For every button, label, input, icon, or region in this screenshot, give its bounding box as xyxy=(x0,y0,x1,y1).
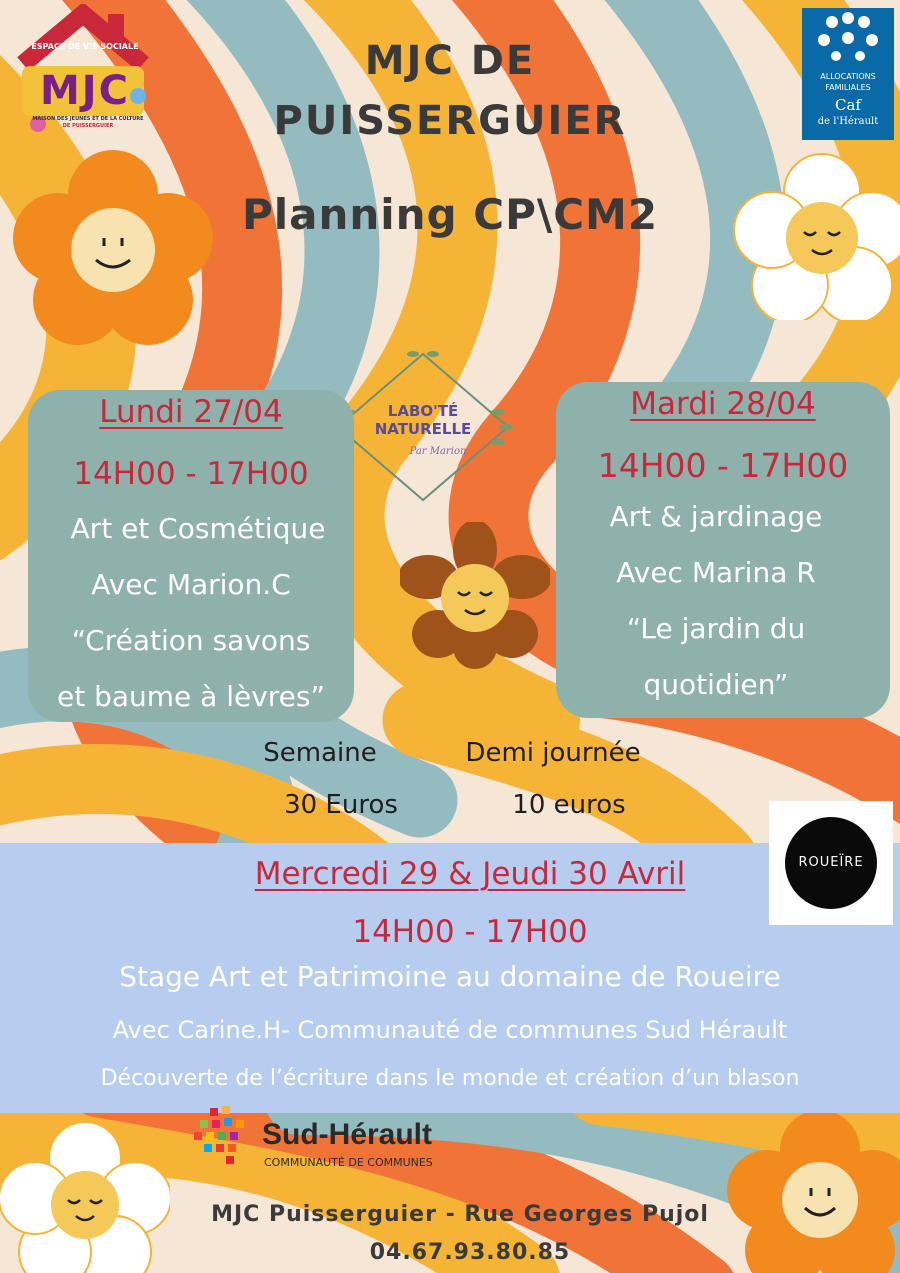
roueire-logo xyxy=(769,801,893,925)
mjc-letters: MJC xyxy=(39,68,131,114)
price-half-value: 10 euros xyxy=(512,790,626,820)
price-week-value: 30 Euros xyxy=(284,790,398,820)
flower-white-top-right-icon xyxy=(732,150,900,320)
tuesday-date: Mardi 28/04 xyxy=(630,386,816,422)
flower-orange-top-left-icon xyxy=(8,150,218,350)
labote-script: Par Marion xyxy=(409,446,467,457)
footer-phone: 04.67.93.80.85 xyxy=(369,1240,571,1265)
wednesday-line-1: Stage Art et Patrimoine au domaine de Roueire xyxy=(119,960,781,993)
caf-line2: FAMILIALES xyxy=(825,83,871,92)
monday-quote-1: “Création savons xyxy=(71,624,311,657)
tuesday-quote-1: “Le jardin du xyxy=(626,612,806,645)
labote-line1: LABO'TÉ xyxy=(387,402,459,420)
wednesday-hours: 14H00 - 17H00 xyxy=(352,914,588,950)
monday-with: Avec Marion.C xyxy=(91,568,291,601)
sud-herault-logo xyxy=(190,1104,490,1174)
caf-line3: Caf xyxy=(835,96,861,114)
title-line-1: MJC DE xyxy=(364,38,536,84)
flower-white-bottom-left-icon xyxy=(0,1120,170,1273)
tuesday-activity: Art & jardinage xyxy=(609,500,823,533)
mjc-arc-text: ESPACE DE VIE SOCIALE xyxy=(31,42,139,51)
caf-line1: ALLOCATIONS xyxy=(820,72,876,81)
caf-logo xyxy=(802,8,894,140)
monday-quote-2: et baume à lèvres” xyxy=(56,680,326,713)
subtitle: Planning CP\CM2 xyxy=(241,190,659,239)
roueire-text: ROUEÏRE xyxy=(798,855,864,870)
flower-brown-center-icon xyxy=(400,522,550,672)
monday-hours: 14H00 - 17H00 xyxy=(73,456,309,492)
caf-line4: de l'Hérault xyxy=(817,116,879,127)
sud-herault-sub: COMMUNAUTÉ DE COMMUNES xyxy=(264,1156,433,1169)
price-week-label: Semaine xyxy=(263,738,377,768)
mjc-logo xyxy=(8,4,158,154)
wednesday-line-2: Avec Carine.H- Communauté de communes Sud Hérault xyxy=(112,1016,788,1044)
footer-address: MJC Puisserguier - Rue Georges Pujol xyxy=(211,1202,709,1227)
labote-line2: NATURELLE xyxy=(374,420,472,438)
mjc-caption: MAISON DES JEUNES ET DE LA CULTURE xyxy=(32,116,144,122)
wednesday-date: Mercredi 29 & Jeudi 30 Avril xyxy=(254,856,686,892)
tuesday-hours: 14H00 - 17H00 xyxy=(597,446,849,485)
monday-date: Lundi 27/04 xyxy=(99,394,283,430)
tuesday-with: Avec Marina R xyxy=(616,556,816,589)
title-line-2: PUISSERGUIER xyxy=(273,98,627,144)
flower-orange-bottom-right-icon xyxy=(725,1110,900,1273)
tuesday-quote-2: quotidien” xyxy=(643,668,789,701)
monday-activity: Art et Cosmétique xyxy=(70,512,326,545)
price-half-label: Demi journée xyxy=(465,738,641,768)
sud-herault-name: Sud-Hérault xyxy=(262,1118,433,1151)
sud-herault-mosaic-icon xyxy=(190,1104,260,1174)
wednesday-line-3: Découverte de l’écriture dans le monde et création d’un blason xyxy=(100,1066,800,1091)
monday-card xyxy=(28,390,354,722)
caf-people-icon xyxy=(802,8,894,70)
mjc-caption2: DE PUISSERGUIER xyxy=(62,123,114,129)
